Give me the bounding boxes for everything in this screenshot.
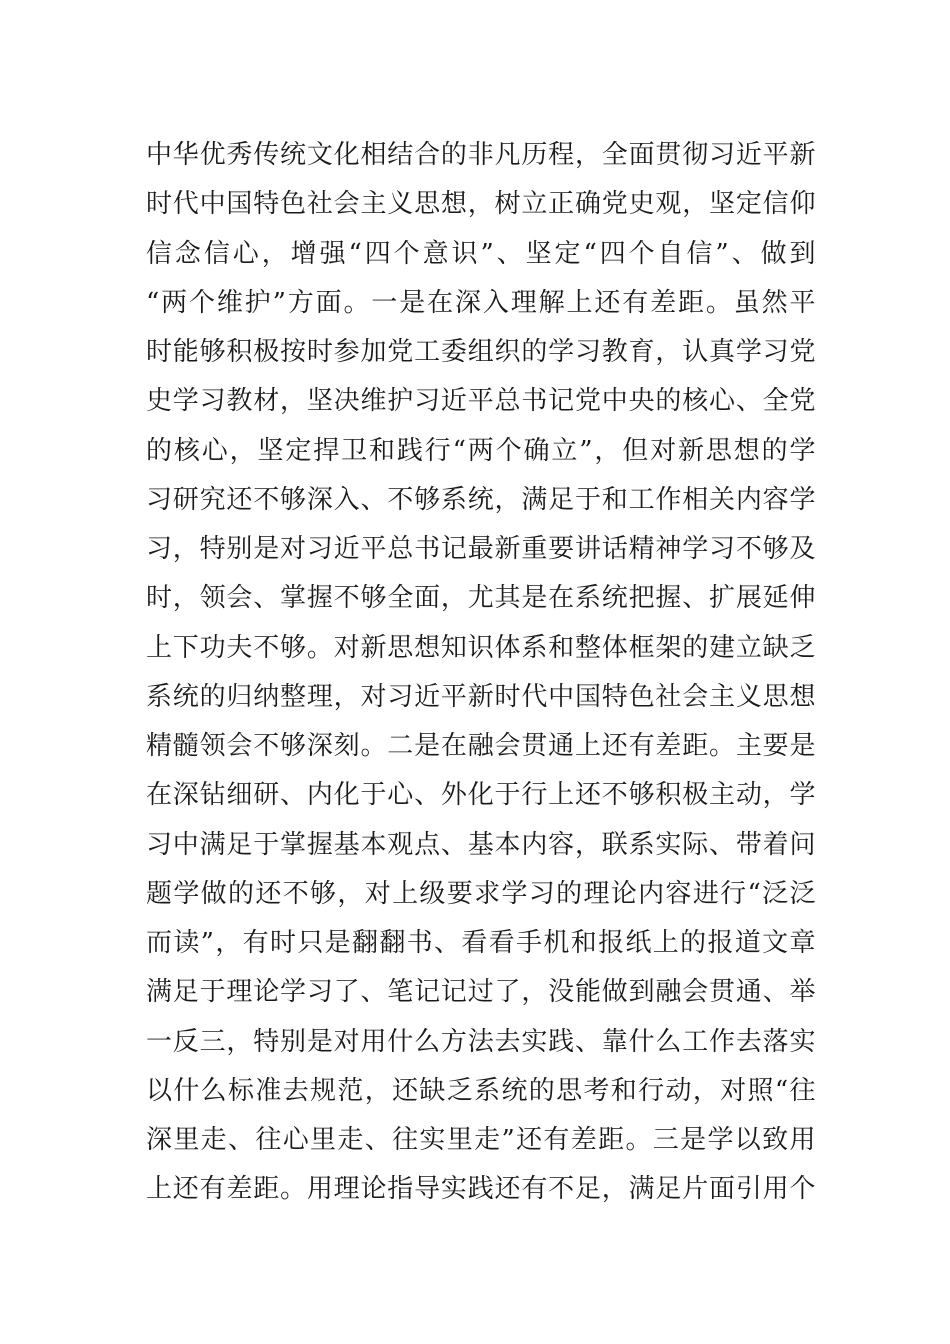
text-line: 上还有差距。用理论指导实践还有不足，满足片面引用个 (146, 1174, 816, 1205)
text-line: 时，领会、掌握不够全面，尤其是在系统把握、扩展延伸 (146, 583, 816, 614)
text-line: 以什么标准去规范，还缺乏系统的思考和行动，对照“往 (146, 1075, 816, 1106)
text-line: 一反三，特别是对用什么方法去实践、靠什么工作去落实 (146, 1026, 816, 1057)
text-line: 习，特别是对习近平总书记最新重要讲话精神学习不够及 (146, 534, 816, 564)
text-line: 中华优秀传统文化相结合的非凡历程，全面贯彻习近平新 (146, 140, 816, 170)
text-line: 时能够积极按时参加党工委组织的学习教育，认真学习党 (146, 337, 816, 367)
text-line: 习研究还不够深入、不够系统，满足于和工作相关内容学 (146, 484, 816, 515)
text-line: 系统的归纳整理，对习近平新时代中国特色社会主义思想 (146, 681, 816, 712)
body-text (146, 131, 816, 1215)
text-line: 的核心，坚定捍卫和践行“两个确立”，但对新思想的学 (146, 435, 816, 466)
text-line: 题学做的还不够，对上级要求学习的理论内容进行“泛泛 (146, 878, 816, 909)
text-line: 在深钻细研、内化于心、外化于行上还不够积极主动，学 (146, 780, 816, 811)
text-line: “两个维护”方面。一是在深入理解上还有差距。虽然平 (146, 287, 816, 318)
text-line: 史学习教材，坚决维护习近平总书记党中央的核心、全党 (146, 386, 816, 417)
text-line: 上下功夫不够。对新思想知识体系和整体框架的建立缺乏 (146, 632, 816, 663)
text-line: 而读”，有时只是翻翻书、看看手机和报纸上的报道文章 (146, 928, 816, 958)
text-line: 信念信心，增强“四个意识”、坚定“四个自信”、做到 (146, 238, 816, 269)
text-line: 精髓领会不够深刻。二是在融会贯通上还有差距。主要是 (146, 731, 816, 761)
text-line: 时代中国特色社会主义思想，树立正确党史观，坚定信仰 (146, 189, 816, 220)
text-line: 深里走、往心里走、往实里走”还有差距。三是学以致用 (146, 1125, 816, 1155)
text-line: 习中满足于掌握基本观点、基本内容，联系实际、带着问 (146, 829, 816, 860)
text-line: 满足于理论学习了、笔记记过了，没能做到融会贯通、举 (146, 977, 816, 1008)
